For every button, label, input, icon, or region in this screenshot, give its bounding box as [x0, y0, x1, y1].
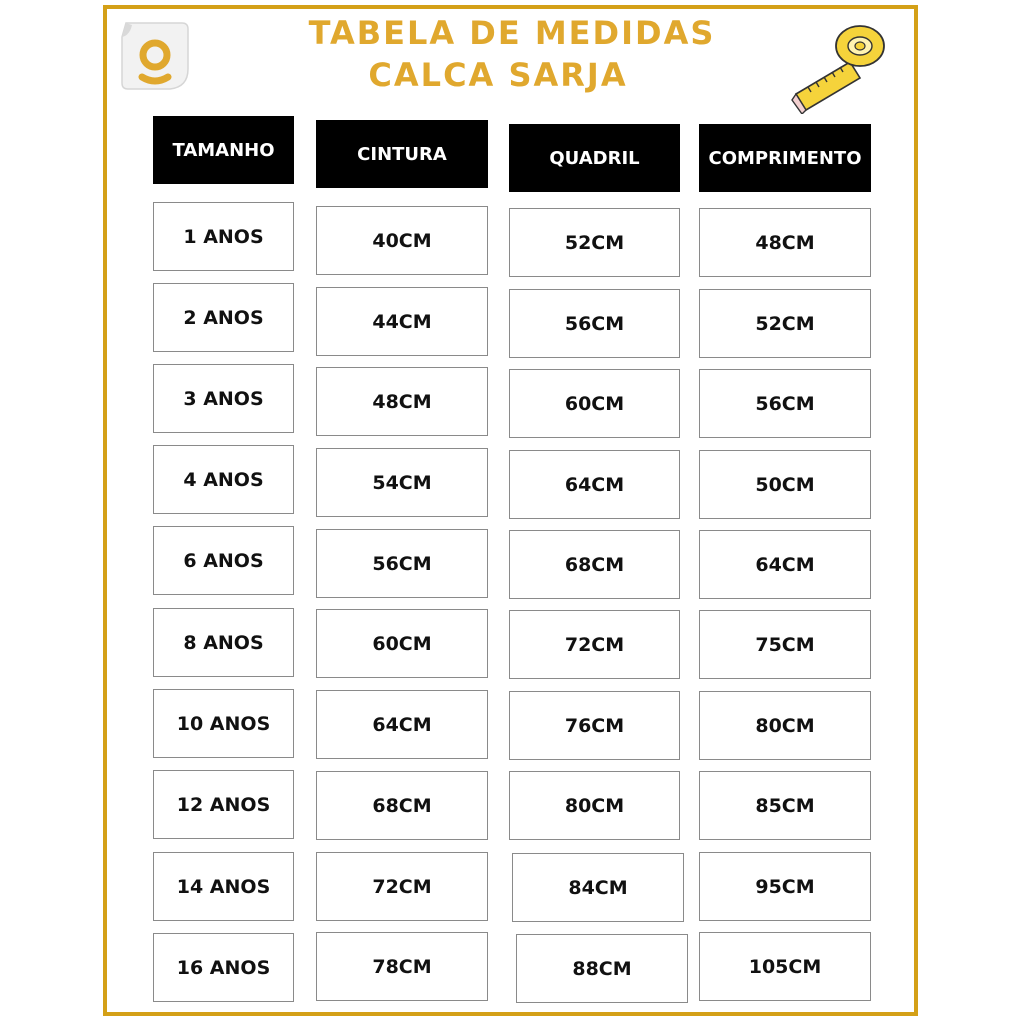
- page-title-line-1: TABELA DE MEDIDAS: [308, 14, 716, 52]
- cell-cintura-16: 78CM: [316, 932, 488, 1001]
- cell-comprimento-3: 56CM: [699, 369, 871, 438]
- measuring-tape-icon: [790, 14, 890, 114]
- cell-cintura-2: 44CM: [316, 287, 488, 356]
- cell-quadril-14: 84CM: [512, 853, 684, 922]
- cell-tamanho-8: 8 ANOS: [153, 608, 294, 677]
- cell-quadril-2: 56CM: [509, 289, 680, 358]
- cell-quadril-16: 88CM: [516, 934, 688, 1003]
- cell-comprimento-1: 48CM: [699, 208, 871, 277]
- cell-tamanho-3: 3 ANOS: [153, 364, 294, 433]
- header-cintura: CINTURA: [316, 120, 488, 188]
- cell-tamanho-4: 4 ANOS: [153, 445, 294, 514]
- cell-tamanho-6: 6 ANOS: [153, 526, 294, 595]
- cell-comprimento-12: 85CM: [699, 771, 871, 840]
- cell-tamanho-1: 1 ANOS: [153, 202, 294, 271]
- cell-cintura-12: 68CM: [316, 771, 488, 840]
- cell-cintura-6: 56CM: [316, 529, 488, 598]
- cell-comprimento-8: 75CM: [699, 610, 871, 679]
- cell-tamanho-16: 16 ANOS: [153, 933, 294, 1002]
- page-title-line-2: CALCA SARJA: [368, 56, 628, 94]
- cell-cintura-1: 40CM: [316, 206, 488, 275]
- cell-cintura-4: 54CM: [316, 448, 488, 517]
- cell-tamanho-10: 10 ANOS: [153, 689, 294, 758]
- header-comprimento: COMPRIMENTO: [699, 124, 871, 192]
- cell-comprimento-2: 52CM: [699, 289, 871, 358]
- cell-cintura-8: 60CM: [316, 609, 488, 678]
- cell-quadril-10: 76CM: [509, 691, 680, 760]
- cell-comprimento-6: 64CM: [699, 530, 871, 599]
- cell-comprimento-4: 50CM: [699, 450, 871, 519]
- cell-comprimento-14: 95CM: [699, 852, 871, 921]
- cell-quadril-12: 80CM: [509, 771, 680, 840]
- cell-comprimento-10: 80CM: [699, 691, 871, 760]
- cell-cintura-14: 72CM: [316, 852, 488, 921]
- cell-tamanho-2: 2 ANOS: [153, 283, 294, 352]
- cell-tamanho-12: 12 ANOS: [153, 770, 294, 839]
- cell-comprimento-16: 105CM: [699, 932, 871, 1001]
- cell-cintura-10: 64CM: [316, 690, 488, 759]
- cell-quadril-8: 72CM: [509, 610, 680, 679]
- header-quadril: QUADRIL: [509, 124, 680, 192]
- cell-quadril-6: 68CM: [509, 530, 680, 599]
- header-tamanho: TAMANHO: [153, 116, 294, 184]
- cell-quadril-1: 52CM: [509, 208, 680, 277]
- cell-cintura-3: 48CM: [316, 367, 488, 436]
- cell-quadril-4: 64CM: [509, 450, 680, 519]
- cell-tamanho-14: 14 ANOS: [153, 852, 294, 921]
- cell-quadril-3: 60CM: [509, 369, 680, 438]
